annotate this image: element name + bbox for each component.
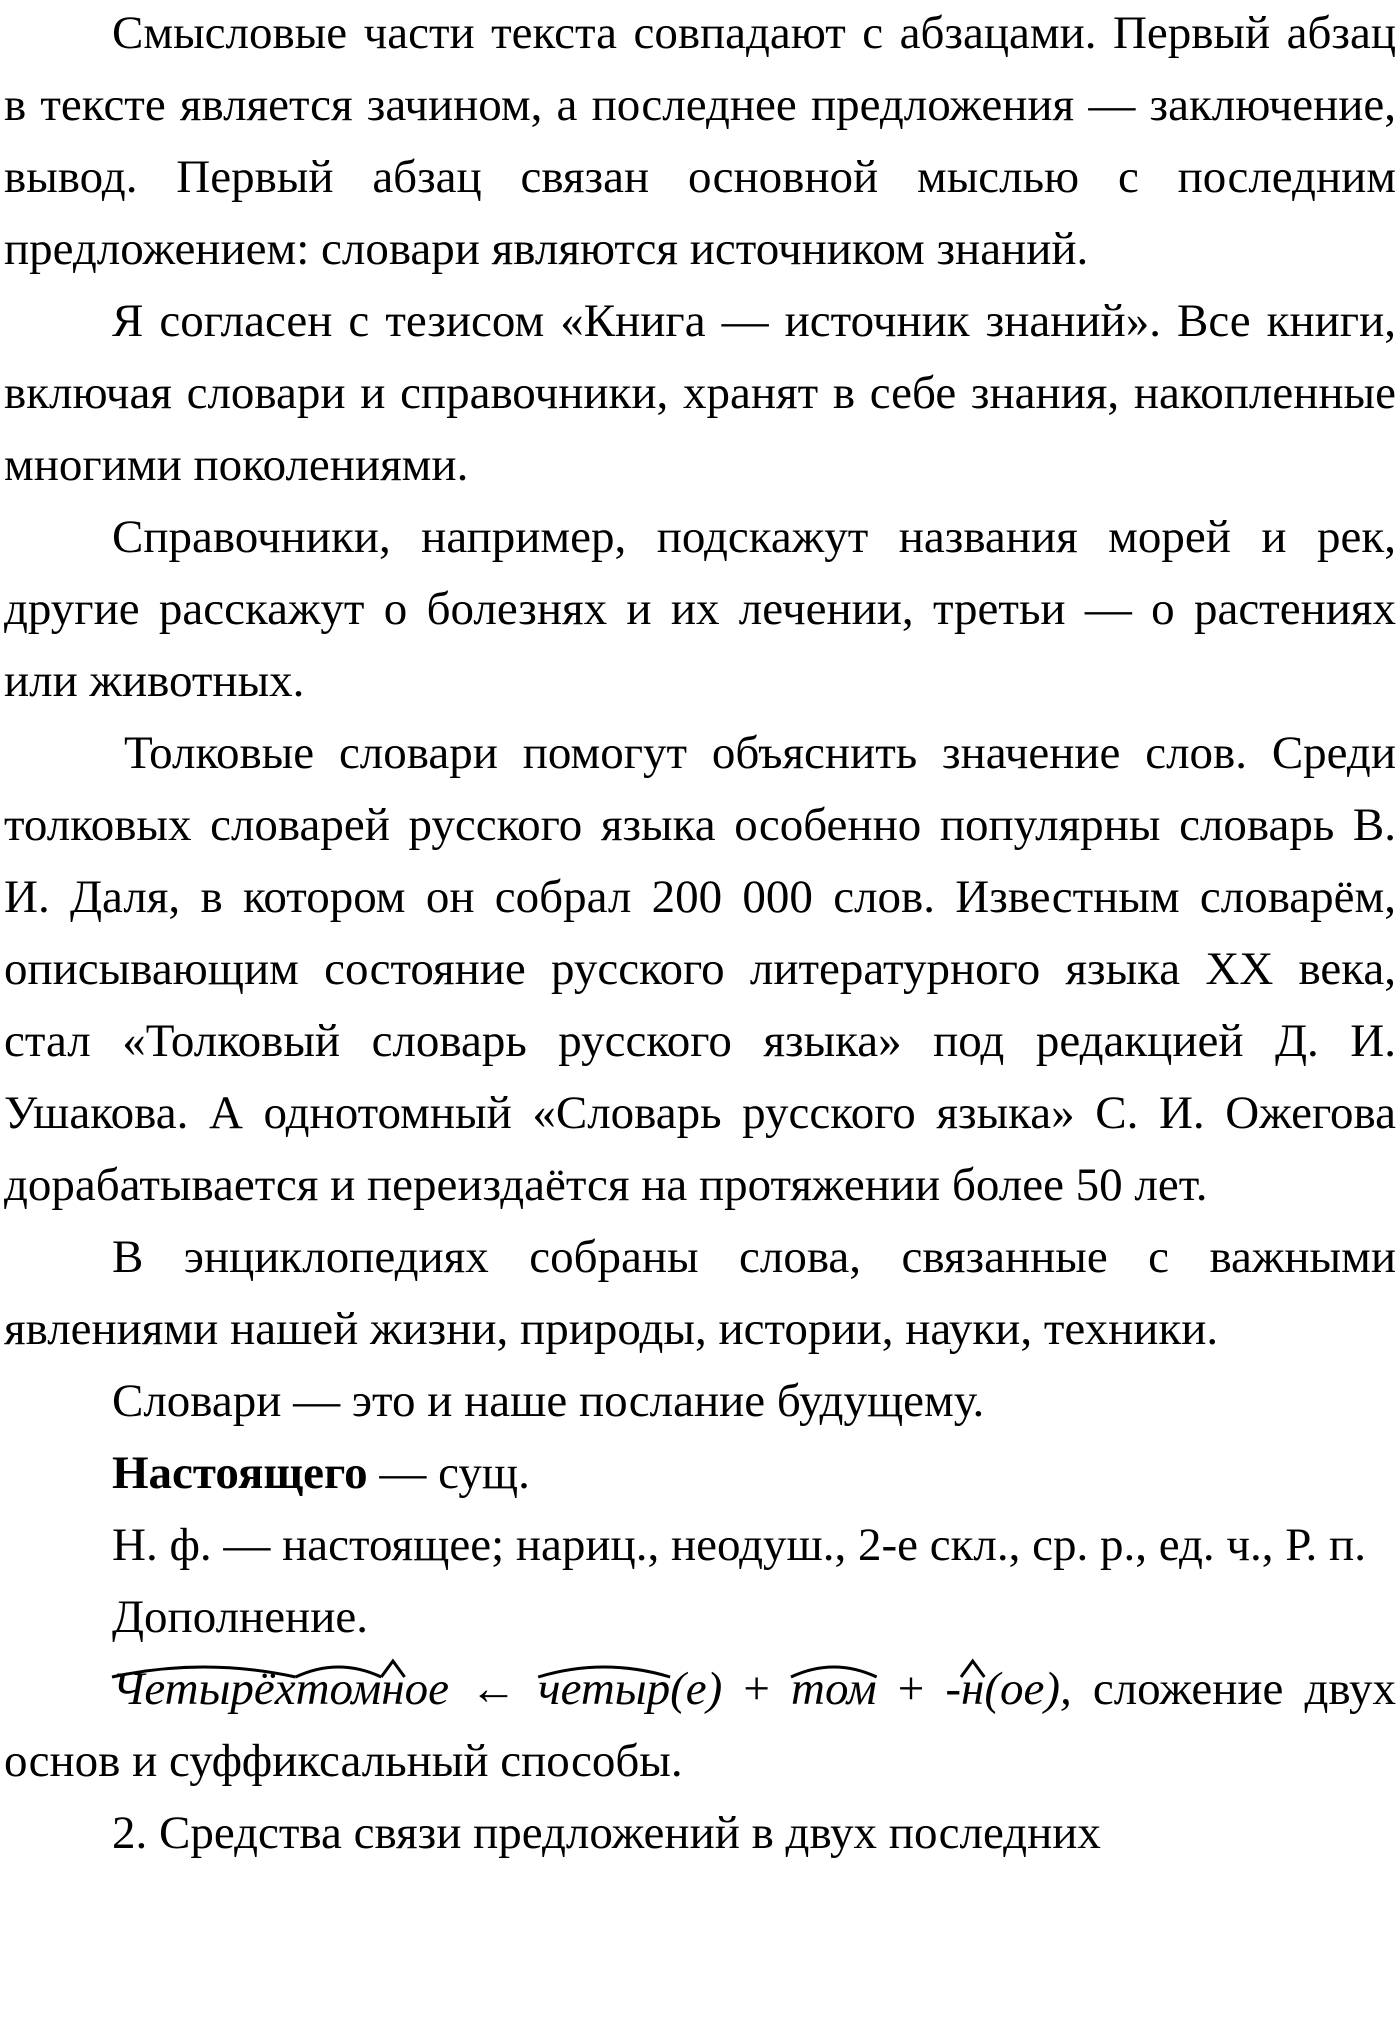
analysis-word-line bbox=[0, 1437, 1400, 1509]
analysis-features: Н. ф. — настоящее; нариц., неодуш., 2-е скл., ср. р., ед. ч., Р. п. bbox=[112, 1519, 1366, 1571]
paragraph-structure: Смысловые части текста совпадают с абзацами. Первый абзац в тексте является зачином, а последнее предложения — заключение, вывод. Первый абзац связан основной мыслью с последним предложением: словари являются источником знаний. bbox=[4, 7, 1396, 275]
morph-description: сложение двух основ и суффиксальный способы. bbox=[4, 1663, 1396, 1787]
morphemic-analysis bbox=[0, 1653, 1400, 1797]
paragraph-thesis: Я согласен с тезисом «Книга — источник знаний». Все книги, включая словари и справочники, хранят в себе знания, накопленные многими поколениями. bbox=[4, 295, 1396, 491]
morph-plus1: + bbox=[722, 1663, 791, 1715]
paragraph-dictionaries: Толковые словари помогут объяснить значение слов. Среди толковых словарей русского языка особенно популярны словарь В. И. Даля, в котором он собрал 200 000 слов. Известным словарём, описывающим состояние русского литературного языка XX века, стал «Толковый словарь русского языка» под редакцией Д. И. Ушакова. А однотомный «Словарь русского языка» С. И. Ожегова дорабатывается и переиздаётся на протяжении более 50 лет. bbox=[4, 727, 1396, 1211]
root-arc-2 bbox=[296, 1667, 382, 1677]
analysis-part-of-speech: — сущ. bbox=[367, 1447, 530, 1499]
root-arc-1 bbox=[112, 1667, 296, 1677]
suffix-caret-1 bbox=[381, 1661, 404, 1677]
morpheme-marks bbox=[112, 1663, 1212, 1743]
root-arc-4 bbox=[791, 1667, 877, 1677]
analysis-role: Дополнение. bbox=[112, 1591, 368, 1643]
paragraph-reference-books: Справочники, например, подскажут названия морей и рек, другие расскажут о болезнях и их лечении, третьи — о растениях или животных. bbox=[4, 511, 1396, 707]
suffix-caret-2 bbox=[961, 1661, 984, 1677]
morphemic-formula bbox=[112, 1663, 1072, 1715]
morph-suffix: -н(ое), bbox=[945, 1663, 1072, 1715]
paragraph-message: Словари — это и наше послание будущему. bbox=[112, 1375, 985, 1427]
morph-plus2: + bbox=[876, 1663, 946, 1715]
root-arc-3 bbox=[538, 1667, 670, 1677]
paragraph-encyclopedias: В энциклопедиях собраны слова, связанные с важными явлениями нашей жизни, природы, истории, науки, техники. bbox=[4, 1231, 1396, 1355]
morph-root1: четыр(е) bbox=[538, 1663, 723, 1715]
morph-word: Четырёхтомное bbox=[112, 1663, 449, 1715]
morph-root2: том bbox=[791, 1663, 877, 1715]
next-item: 2. Средства связи предложений в двух последних bbox=[112, 1807, 1101, 1859]
analysis-word: Настоящего bbox=[112, 1447, 368, 1499]
morph-arrow: ← bbox=[448, 1663, 539, 1715]
